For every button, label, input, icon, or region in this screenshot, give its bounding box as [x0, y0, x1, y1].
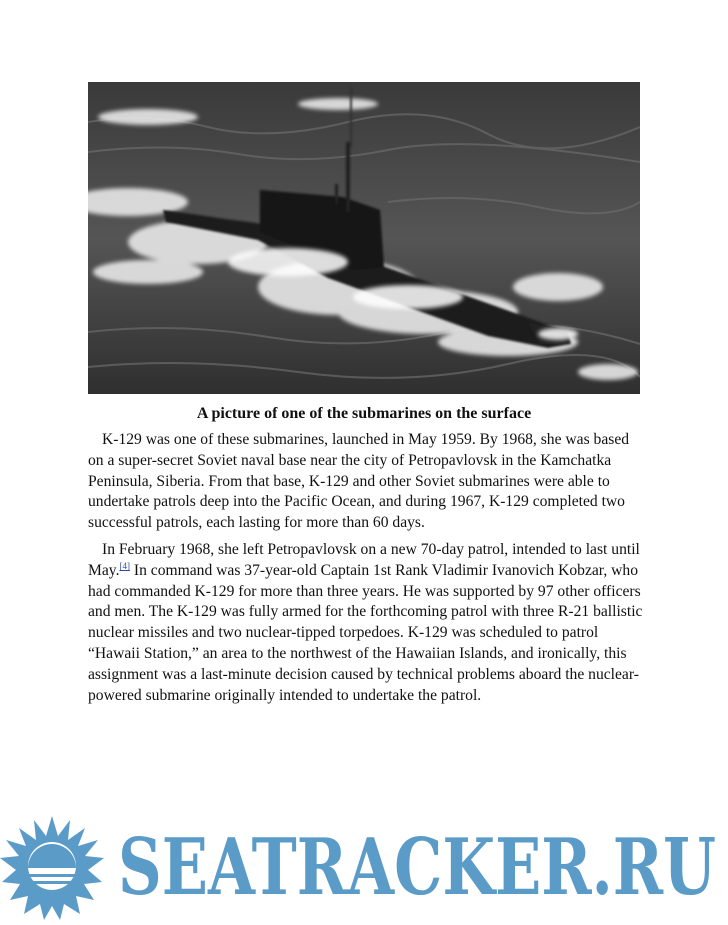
submarine-photo [88, 82, 640, 394]
article-body [88, 430, 648, 712]
paragraph-text: In command was 37-year-old Captain 1st Rank Vladimir Ivanovich Kobzar, who had commanded K-129 for more than three years. He was supported by 97 other officers and men. The K-129 was fully armed for the forthcoming patrol with three R-21 ballistic nuclear missiles and two nuclear-tipped torpedoes. K-129 was scheduled to patrol “Hawaii Station,” an area to the northwest of the Hawaiian Islands, and ironically, this assignment was a last-minute decision caused by technical problems aboard the nuclear-powered submarine originally intended to undertake the patrol. [88, 561, 643, 704]
watermark-text: SEATRACKER.RU [118, 822, 716, 913]
figure-caption: A picture of one of the submarines on the surface [196, 405, 532, 422]
footnote-link[interactable]: [4] [119, 560, 130, 571]
submarine-photo-graphic [88, 82, 640, 394]
paragraph: K-129 was one of these submarines, launched in May 1959. By 1968, she was based on a super-secret Soviet naval base near the city of Petropavlovsk in the Kamchatka Peninsula, Siberia. From that base, K-129 and other Soviet submarines were able to undertake patrols deep into the Pacific Ocean, and during 1967, K-129 completed two successful patrols, each lasting for more than 60 days. [88, 431, 630, 532]
paragraph [88, 540, 648, 706]
paragraph-text: In February 1968, she left Petropavlovsk on a new 70-day patrol, intended to last until May. [88, 540, 640, 579]
sun-logo-icon [0, 808, 728, 920]
watermark [0, 808, 728, 920]
